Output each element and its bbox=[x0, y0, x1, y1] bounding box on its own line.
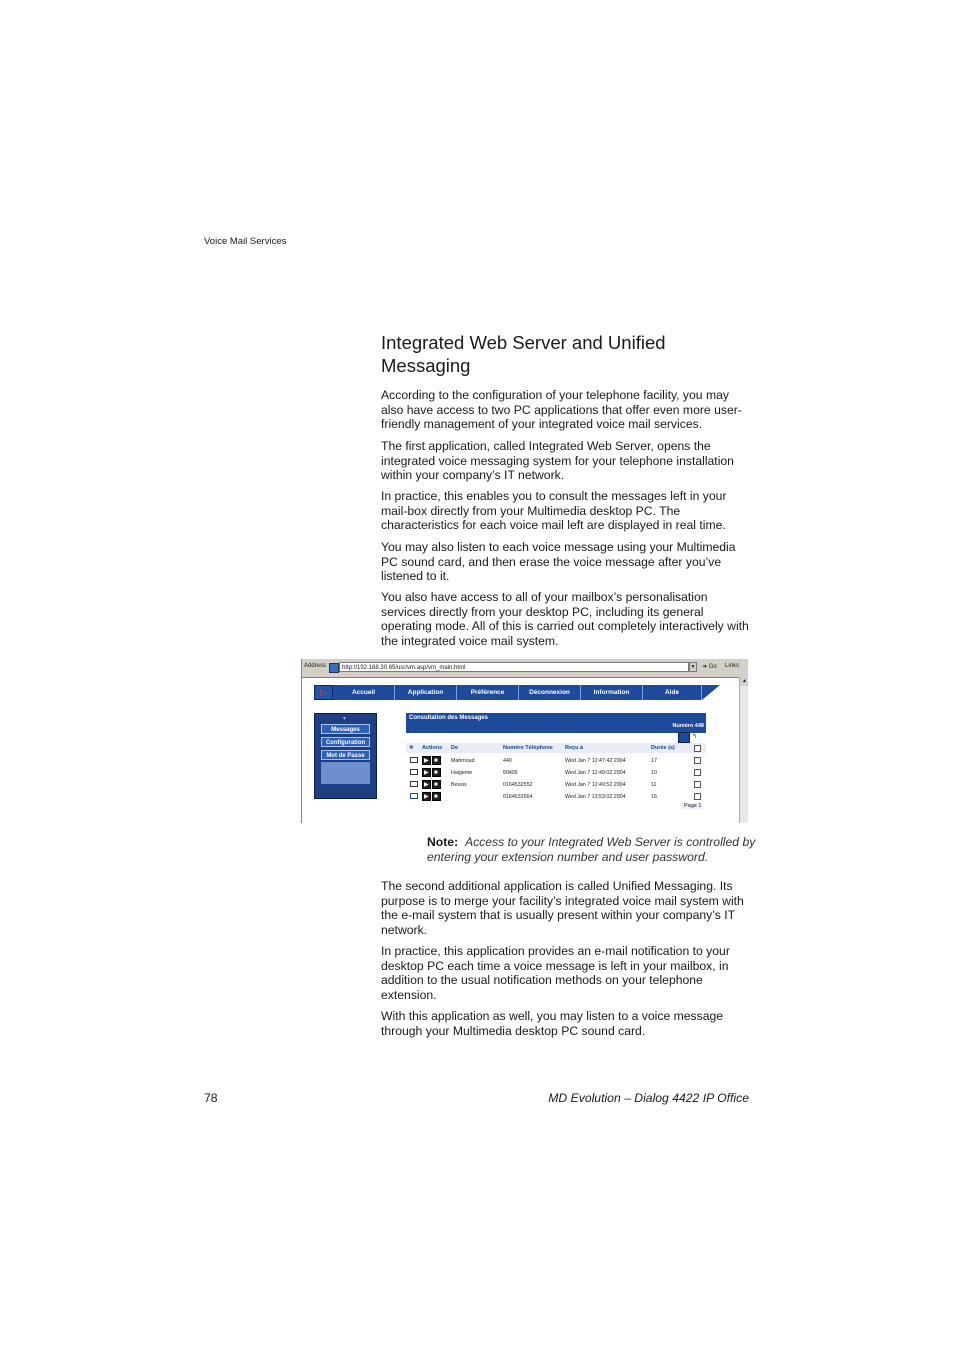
side-button-password[interactable]: Mot de Passe bbox=[321, 750, 370, 760]
mailbox-number: Numéro 448 bbox=[672, 723, 704, 729]
tab-accueil[interactable]: Accueil bbox=[333, 685, 395, 700]
tab-information[interactable]: Information bbox=[581, 685, 643, 700]
cell-from: Halgeme bbox=[451, 770, 473, 776]
section-heading bbox=[381, 332, 761, 377]
delete-icon[interactable] bbox=[678, 732, 690, 743]
scroll-up-icon[interactable]: ▲ bbox=[740, 677, 748, 686]
links-label[interactable]: Links bbox=[725, 663, 740, 669]
cell-received: Wed Jan 7 13:53:02 2004 bbox=[565, 794, 626, 800]
running-header: Voice Mail Services bbox=[204, 236, 287, 247]
table-row bbox=[406, 755, 706, 767]
cell-received: Wed Jan 7 12:47:42 2004 bbox=[565, 758, 626, 764]
cell-duration: 11 bbox=[651, 782, 657, 788]
paragraph-5: You also have access to all of your mailbox’s personalisation services directly from your desktop PC, including its general operating mode. All of this is carried out completely interactively with the integrated voice mail system. bbox=[381, 590, 749, 648]
side-button-messages[interactable]: Messages bbox=[321, 724, 370, 734]
cell-duration: 16 bbox=[651, 794, 657, 800]
cell-received: Wed Jan 7 12:49:02 2004 bbox=[565, 770, 626, 776]
paragraph-1: According to the configuration of your telephone facility, you may also have access to two PC applications that offer even more user-friendly management of your integrated voice mail services. bbox=[381, 388, 742, 432]
messages-title: Consultation des Messages bbox=[409, 715, 489, 721]
envelope-icon bbox=[410, 781, 418, 787]
paragraph-8: With this application as well, you may listen to a voice message through your Multimedia desktop PC sound card. bbox=[381, 1009, 724, 1038]
messages-titlebar bbox=[406, 713, 706, 733]
cell-received: Wed Jan 7 12:49:52 2004 bbox=[565, 782, 626, 788]
tab-deconnexion[interactable]: Déconnexion bbox=[519, 685, 581, 700]
cell-phone: 440 bbox=[503, 758, 512, 764]
col-received: Reçu à bbox=[565, 745, 584, 751]
side-menu bbox=[314, 713, 377, 799]
col-from: De bbox=[451, 745, 459, 751]
col-duration: Durée (s) bbox=[651, 745, 675, 751]
paragraph-3: In practice, this enables you to consult the messages left in your mail-box directly from your Multimedia desktop PC. The characteristics for each voice mail left are displayed in real time. bbox=[381, 489, 727, 533]
footer-title: MD Evolution – Dialog 4422 IP Office bbox=[548, 1091, 749, 1105]
stop-icon[interactable]: ■ bbox=[432, 768, 441, 777]
table-row bbox=[406, 791, 706, 803]
play-icon[interactable]: ▶ bbox=[422, 768, 431, 777]
refresh-icon[interactable]: ↰ bbox=[692, 734, 698, 740]
paragraph-7: In practice, this application provides an e-mail notification to your desktop PC each time a voice message is left in your mailbox, in addition to the usual notification methods on your telephone extension. bbox=[381, 944, 730, 1002]
col-actions: Actions bbox=[422, 745, 443, 751]
play-icon[interactable]: ▶ bbox=[422, 780, 431, 789]
cell-from: Bessis bbox=[451, 782, 467, 788]
go-label: Go bbox=[708, 664, 717, 670]
note-text: Access to your Integrated Web Server is controlled by entering your extension number and user password. bbox=[427, 835, 756, 864]
cell-from: Mahmoud bbox=[451, 758, 475, 764]
envelope-icon bbox=[410, 769, 418, 775]
paragraph-6: The second additional application is called Unified Messaging. Its purpose is to merge your facility’s integrated voice mail system with the e-mail system that is usually present within your company’s IT network. bbox=[381, 879, 744, 937]
play-icon[interactable]: ▶ bbox=[422, 756, 431, 765]
select-all-checkbox[interactable] bbox=[694, 745, 701, 752]
cell-duration: 10 bbox=[651, 770, 657, 776]
stop-icon[interactable]: ■ bbox=[432, 792, 441, 801]
cell-duration: 17 bbox=[651, 758, 657, 764]
table-row bbox=[406, 767, 706, 779]
nav-play-icon[interactable]: ▷ bbox=[314, 685, 333, 700]
tab-application[interactable]: Application bbox=[395, 685, 457, 700]
row-checkbox[interactable] bbox=[694, 781, 701, 788]
tab-preference[interactable]: Préférence bbox=[457, 685, 519, 700]
side-button-configuration[interactable]: Configuration bbox=[321, 737, 370, 747]
play-icon[interactable]: ▶ bbox=[422, 792, 431, 801]
address-input[interactable]: http://192.168.30.65/usr/vm.asp/vm_main.html bbox=[339, 662, 689, 672]
stop-icon[interactable]: ■ bbox=[432, 756, 441, 765]
cell-phone: 0164532552 bbox=[503, 782, 533, 788]
row-checkbox[interactable] bbox=[694, 757, 701, 764]
heading-line-1: Integrated Web Server and Unified bbox=[381, 332, 666, 353]
address-dropdown-icon[interactable]: ▼ bbox=[690, 664, 696, 670]
envelope-icon bbox=[410, 757, 418, 763]
note bbox=[427, 835, 757, 864]
messages-panel bbox=[406, 713, 706, 811]
messages-header-row bbox=[406, 743, 706, 753]
paragraph-2: The first application, called Integrated Web Server, opens the integrated voice messaging system for your telephone installation within your company’s IT network. bbox=[381, 439, 734, 483]
stop-icon[interactable]: ■ bbox=[432, 780, 441, 789]
side-panel-fill bbox=[321, 762, 370, 784]
heading-line-2: Messaging bbox=[381, 354, 471, 376]
web-server-screenshot bbox=[301, 659, 748, 823]
table-row bbox=[406, 779, 706, 791]
cell-phone: 50405 bbox=[503, 770, 518, 776]
col-phone: Numéro Téléphone bbox=[503, 745, 553, 751]
cell-phone: 0164532664 bbox=[503, 794, 533, 800]
tab-aide[interactable]: Aide bbox=[643, 685, 702, 700]
vertical-scrollbar[interactable] bbox=[739, 677, 748, 823]
page-indicator: Page 1 bbox=[684, 803, 702, 809]
page-number: 78 bbox=[204, 1091, 218, 1105]
page-icon bbox=[329, 663, 339, 673]
row-checkbox[interactable] bbox=[694, 769, 701, 776]
note-label: Note: bbox=[427, 835, 459, 849]
main-nav bbox=[314, 685, 720, 700]
address-bar bbox=[302, 659, 748, 678]
house-icon bbox=[410, 793, 418, 799]
go-button[interactable]: ➜ Go bbox=[702, 664, 717, 670]
row-checkbox[interactable] bbox=[694, 793, 701, 800]
address-label: Address bbox=[304, 663, 327, 669]
side-arrow-icon: ▼ bbox=[342, 716, 347, 722]
paragraph-4: You may also listen to each voice message using your Multimedia PC sound card, and then erase the voice message after you’ve listened to it. bbox=[381, 540, 736, 584]
sun-icon: ✳ bbox=[409, 745, 414, 751]
nav-end-decoration bbox=[702, 685, 720, 700]
